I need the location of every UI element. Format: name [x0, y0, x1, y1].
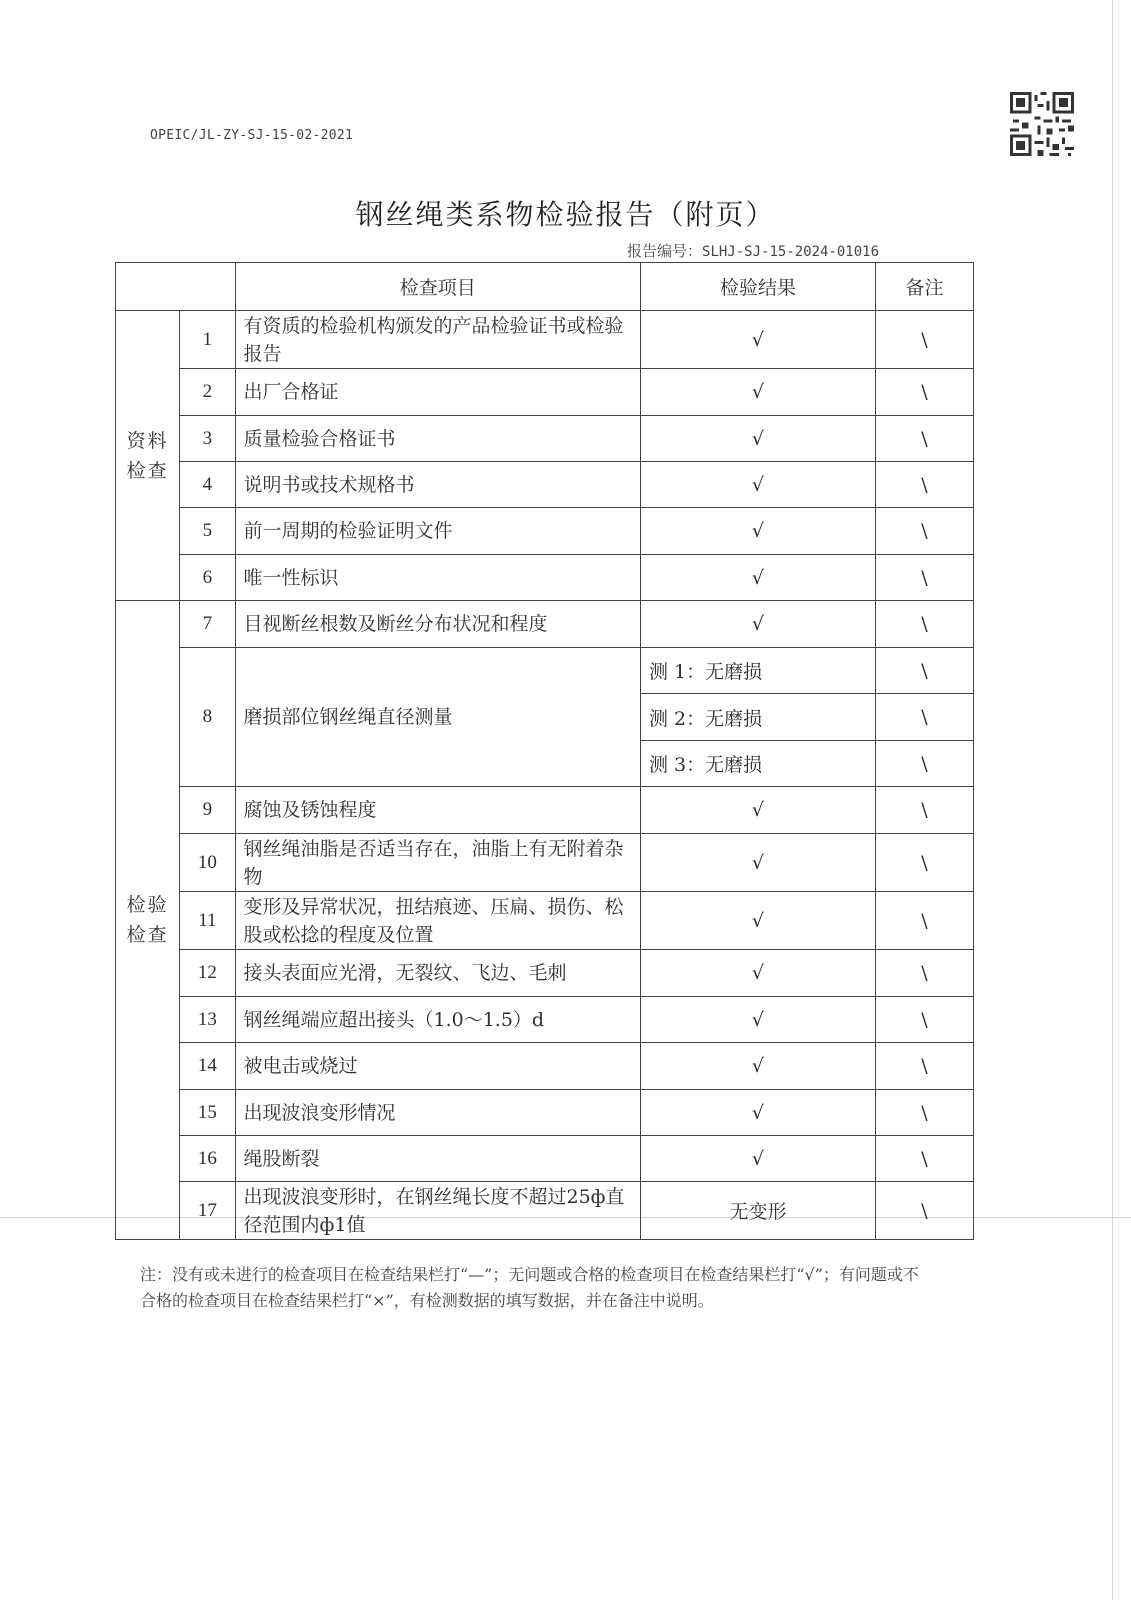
row-number: 11 — [180, 892, 235, 950]
row-number: 6 — [180, 555, 235, 601]
measure-cell — [641, 648, 876, 694]
row-result: √ — [641, 1136, 876, 1182]
table-row — [116, 950, 974, 997]
category-docs — [116, 311, 180, 601]
row-number: 8 — [180, 648, 235, 787]
row-item: 接头表面应光滑，无裂纹、飞边、毛刺 — [235, 950, 641, 997]
table-row — [116, 787, 974, 834]
header-remark: 备注 — [875, 263, 973, 311]
row-remark: \ — [875, 834, 973, 892]
row-remark: \ — [875, 950, 973, 997]
row-result: √ — [641, 508, 876, 555]
report-number — [627, 240, 879, 261]
row-result: √ — [641, 555, 876, 601]
measure-value: 无磨损 — [705, 707, 763, 730]
header-result: 检验结果 — [641, 263, 876, 311]
row-item: 腐蚀及锈蚀程度 — [235, 787, 641, 834]
row-number: 4 — [180, 462, 235, 508]
row-number: 10 — [180, 834, 235, 892]
row-item: 出现波浪变形情况 — [235, 1090, 641, 1136]
row-number: 1 — [180, 311, 235, 369]
row-number: 12 — [180, 950, 235, 997]
header-item: 检查项目 — [235, 263, 641, 311]
row-remark: \ — [875, 601, 973, 648]
row-item: 有资质的检验机构颁发的产品检验证书或检验报告 — [235, 311, 641, 369]
row-item: 说明书或技术规格书 — [235, 462, 641, 508]
row-result: √ — [641, 369, 876, 416]
row-number: 5 — [180, 508, 235, 555]
row-remark: \ — [875, 311, 973, 369]
row-remark: \ — [875, 369, 973, 416]
row-item: 质量检验合格证书 — [235, 416, 641, 462]
row-number: 13 — [180, 997, 235, 1043]
row-item: 钢丝绳端应超出接头（1.0～1.5）d — [235, 997, 641, 1043]
table-row — [116, 1043, 974, 1090]
table-row — [116, 997, 974, 1043]
row-item: 前一周期的检验证明文件 — [235, 508, 641, 555]
page-edge-line-2 — [1118, 0, 1119, 1600]
document-code: OPEIC/JL-ZY-SJ-15-02-2021 — [150, 128, 354, 143]
measure-label: 测 1： — [649, 661, 706, 683]
report-number-value: SLHJ-SJ-15-2024-01016 — [702, 244, 880, 260]
row-result: √ — [641, 997, 876, 1043]
row-result: √ — [641, 311, 876, 369]
row-item: 被电击或烧过 — [235, 1043, 641, 1090]
table-row — [116, 462, 974, 508]
measure-value: 无磨损 — [705, 754, 763, 776]
table-row — [116, 1090, 974, 1136]
row-number: 17 — [180, 1182, 235, 1240]
row-number: 3 — [180, 416, 235, 462]
row-result: √ — [641, 601, 876, 648]
row-result: √ — [641, 950, 876, 997]
row-remark: \ — [875, 787, 973, 834]
category-docs-label: 资料检查 — [126, 429, 169, 482]
report-title: 钢丝绳类系物检验报告（附页） — [355, 198, 776, 231]
row-remark: \ — [875, 741, 973, 787]
row-number: 2 — [180, 369, 235, 416]
row-result: √ — [641, 1090, 876, 1136]
row-result: √ — [641, 1043, 876, 1090]
row-result: √ — [641, 834, 876, 892]
row-number: 9 — [180, 787, 235, 834]
row-item: 绳股断裂 — [235, 1136, 641, 1182]
row-remark: \ — [875, 1043, 973, 1090]
row-item: 出厂合格证 — [235, 369, 641, 416]
measure-value: 无磨损 — [705, 661, 763, 683]
row-result: √ — [641, 462, 876, 508]
row-item: 目视断丝根数及断丝分布状况和程度 — [235, 601, 641, 648]
row-remark: \ — [875, 555, 973, 601]
table-row — [116, 416, 974, 462]
qr-code-icon — [1010, 92, 1074, 156]
row-remark: \ — [875, 416, 973, 462]
table-row — [116, 1136, 974, 1182]
row-remark: \ — [875, 892, 973, 950]
row-remark: \ — [875, 1182, 973, 1240]
row-remark: \ — [875, 1136, 973, 1182]
table-row — [116, 834, 974, 892]
inspection-table — [115, 262, 974, 1240]
row-number: 14 — [180, 1043, 235, 1090]
table-row — [116, 648, 974, 694]
row-result: √ — [641, 892, 876, 950]
category-inspect — [116, 601, 180, 1240]
report-number-label: 报告编号： — [627, 242, 703, 260]
table-row — [116, 311, 974, 369]
table-row — [116, 601, 974, 648]
row-remark: \ — [875, 694, 973, 741]
header-blank-cell — [116, 263, 236, 311]
table-header-row — [116, 263, 974, 311]
row-number: 16 — [180, 1136, 235, 1182]
measure-cell — [641, 741, 876, 787]
table-row — [116, 508, 974, 555]
table-row — [116, 1182, 974, 1240]
row-item: 磨损部位钢丝绳直径测量 — [235, 648, 641, 787]
row-remark: \ — [875, 508, 973, 555]
table-row — [116, 369, 974, 416]
footnote: 注：没有或未进行的检查项目在检查结果栏打“—”；无问题或合格的检查项目在检查结果栏打“√”；有问题或不合格的检查项目在检查结果栏打“×”，有检测数据的填写数据，并在备注中说明。 — [140, 1265, 919, 1310]
measure-cell — [641, 694, 876, 741]
row-remark: \ — [875, 997, 973, 1043]
row-item: 出现波浪变形时，在钢丝绳长度不超过25ф直径范围内ф1值 — [235, 1182, 641, 1240]
table-row — [116, 892, 974, 950]
row-item: 变形及异常状况，扭结痕迹、压扁、损伤、松股或松捻的程度及位置 — [235, 892, 641, 950]
measure-label: 测 2： — [649, 707, 706, 730]
category-inspect-label: 检验检查 — [126, 894, 169, 946]
page-edge-line — [1112, 0, 1113, 1600]
row-number: 7 — [180, 601, 235, 648]
table-row — [116, 555, 974, 601]
row-number: 15 — [180, 1090, 235, 1136]
row-result: 无变形 — [641, 1182, 876, 1240]
row-item: 钢丝绳油脂是否适当存在，油脂上有无附着杂物 — [235, 834, 641, 892]
measure-label: 测 3： — [649, 754, 706, 776]
row-remark: \ — [875, 1090, 973, 1136]
row-result: √ — [641, 787, 876, 834]
row-remark: \ — [875, 462, 973, 508]
row-result: √ — [641, 416, 876, 462]
row-remark: \ — [875, 648, 973, 694]
row-item: 唯一性标识 — [235, 555, 641, 601]
